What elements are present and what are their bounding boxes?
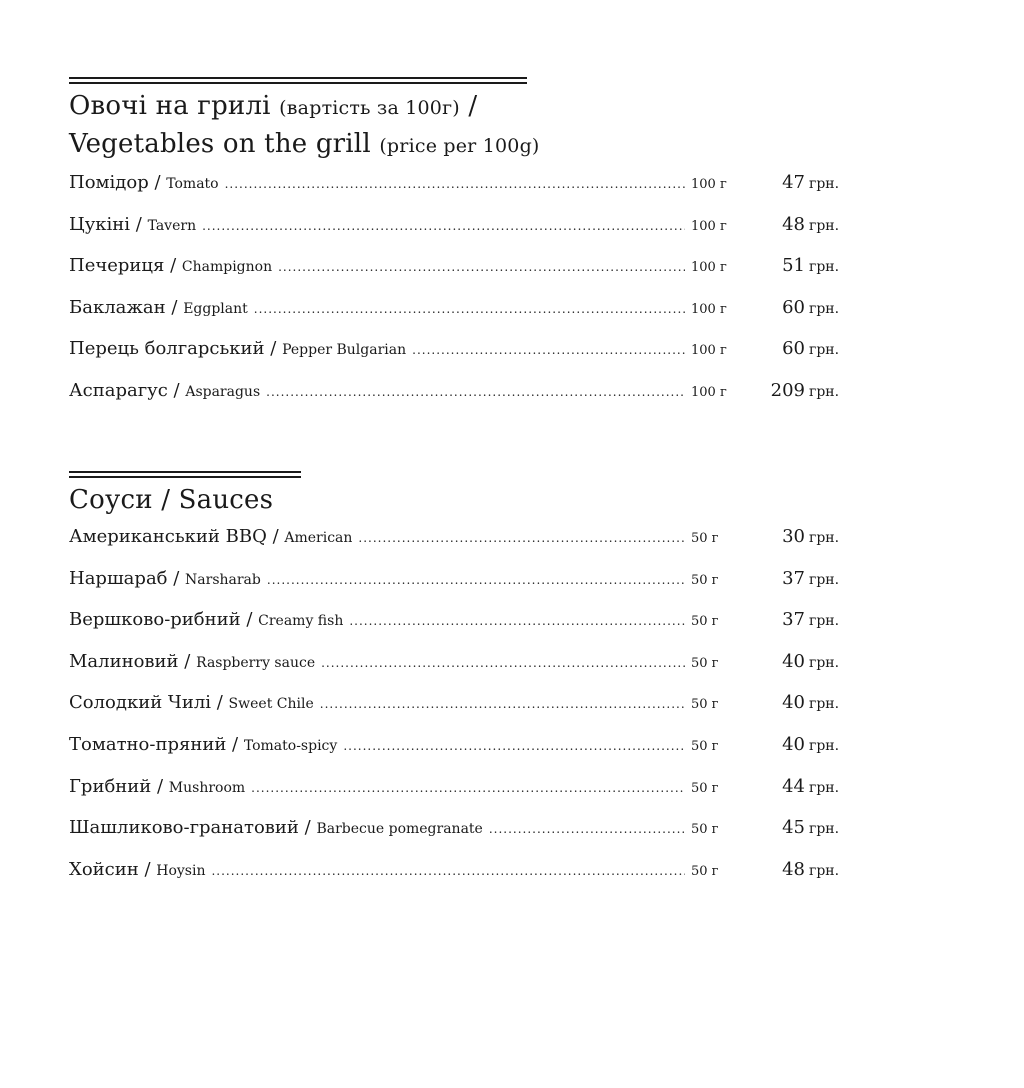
item-name-ua: Печериця (69, 255, 165, 277)
menu-item (69, 692, 839, 734)
item-price: 45 (782, 817, 805, 839)
item-name-ua: Малиновий (69, 650, 179, 672)
item-name-ua: Хойсин (69, 858, 139, 880)
item-name-ua: Помідор (69, 172, 149, 193)
sauces-list (69, 526, 839, 900)
menu-item (69, 776, 839, 818)
item-weight: 100 г (691, 260, 727, 276)
item-weight: 50 г (691, 572, 719, 588)
item-name-en: Asparagus (185, 383, 261, 400)
menu-item (69, 172, 839, 214)
item-price: 209 (770, 379, 805, 401)
item-weight: 100 г (691, 384, 727, 400)
item-currency: грн. (809, 613, 840, 630)
item-separator: / (298, 817, 317, 839)
item-price: 60 (782, 296, 805, 318)
vegetables-list (69, 172, 839, 422)
item-price: 40 (782, 733, 805, 755)
item-name-en: Champignon (181, 259, 273, 276)
item-weight: 100 г (691, 177, 727, 192)
item-separator: / (138, 858, 157, 880)
item-price: 48 (782, 858, 805, 880)
item-currency: грн. (809, 862, 840, 879)
dot-leader (358, 531, 685, 545)
item-currency: грн. (809, 696, 840, 713)
item-name-en: Pepper Bulgarian (282, 342, 407, 359)
item-weight: 50 г (691, 780, 719, 796)
item-currency: грн. (809, 654, 840, 671)
item-name-ua: Томатно-пряний (69, 733, 227, 755)
sauces-title: Соуси / Sauces (69, 485, 274, 515)
item-name-en: Barbecue pomegranate (316, 821, 483, 838)
item-separator: / (167, 379, 186, 401)
menu-item (69, 817, 839, 859)
item-price: 48 (782, 213, 805, 235)
item-currency: грн. (809, 383, 840, 400)
dot-leader (251, 781, 685, 795)
dot-leader (278, 260, 685, 274)
menu-item (69, 526, 839, 568)
item-separator: / (226, 733, 244, 755)
menu-item (69, 859, 839, 901)
item-weight: 50 г (691, 614, 719, 630)
item-price: 40 (782, 650, 805, 672)
item-price: 44 (782, 775, 805, 797)
dot-leader (321, 656, 685, 670)
dot-leader (349, 614, 685, 628)
item-price: 30 (782, 526, 805, 547)
item-name-en: Tomato-spicy (243, 737, 338, 754)
item-weight: 50 г (691, 531, 719, 546)
dot-leader (320, 697, 685, 711)
item-currency: грн. (809, 571, 840, 588)
menu-item (69, 255, 839, 297)
vegetables-title: Овочі на грилі (вартість за 100г) / Vegetables on the grill (price per 100g) (69, 91, 540, 159)
menu-item (69, 609, 839, 651)
item-weight: 50 г (691, 655, 719, 671)
item-name-en: Raspberry sauce (196, 654, 316, 671)
item-name-ua: Перець болгарський (69, 338, 265, 360)
item-name-ua: Цукіні (69, 213, 131, 235)
item-price: 40 (782, 692, 805, 714)
item-separator: / (264, 338, 283, 360)
item-name-ua: Вершково-рибний (69, 609, 241, 631)
menu-item (69, 651, 839, 693)
item-weight: 50 г (691, 738, 719, 754)
item-separator: / (151, 775, 169, 797)
menu-item (69, 338, 839, 380)
item-currency: грн. (809, 259, 840, 276)
menu-item (69, 297, 839, 339)
section-rule (69, 77, 527, 84)
vegetables-section (69, 77, 839, 422)
dot-leader (211, 864, 685, 878)
item-name-en: Tomato (166, 176, 219, 192)
dot-leader (266, 385, 685, 399)
item-currency: грн. (809, 737, 840, 754)
item-separator: / (165, 296, 184, 318)
item-currency: грн. (809, 300, 840, 317)
item-weight: 100 г (691, 343, 727, 359)
section-rule (69, 471, 301, 478)
sauces-section (69, 471, 839, 900)
item-name-en: Tavern (147, 217, 197, 234)
dot-leader (225, 177, 685, 191)
item-separator: / (164, 255, 182, 277)
item-price: 37 (782, 567, 805, 589)
dot-leader (343, 739, 685, 753)
item-name-en: Creamy fish (258, 613, 344, 630)
item-name-en: Sweet Chile (228, 696, 314, 713)
item-separator: / (240, 609, 259, 631)
item-name-ua: Баклажан (69, 296, 166, 318)
item-name-en: American (284, 530, 353, 546)
dot-leader (412, 343, 685, 357)
item-price: 37 (782, 609, 805, 631)
item-name-ua: Шашликово-гранатовий (69, 817, 299, 839)
dot-leader (254, 302, 685, 316)
item-name-en: Eggplant (183, 300, 248, 317)
item-price: 51 (782, 255, 805, 277)
item-name-ua: Наршараб (69, 567, 168, 589)
item-currency: грн. (809, 821, 840, 838)
item-currency: грн. (809, 779, 840, 796)
item-weight: 50 г (691, 863, 719, 879)
item-price: 60 (782, 338, 805, 360)
item-separator: / (266, 526, 285, 547)
item-currency: грн. (809, 530, 840, 546)
item-currency: грн. (809, 217, 840, 234)
item-weight: 50 г (691, 697, 719, 713)
menu-item (69, 734, 839, 776)
item-name-ua: Солодкий Чилі (69, 692, 212, 714)
dot-leader (489, 822, 685, 836)
item-weight: 100 г (691, 218, 727, 234)
dot-leader (202, 219, 685, 233)
item-weight: 100 г (691, 301, 727, 317)
item-currency: грн. (809, 342, 840, 359)
menu-item (69, 568, 839, 610)
item-separator: / (211, 692, 229, 714)
menu-item (69, 214, 839, 256)
item-separator: / (178, 650, 197, 672)
item-name-ua: Аспарагус (69, 379, 168, 401)
item-weight: 50 г (691, 822, 719, 838)
item-price: 47 (782, 172, 805, 193)
menu-item (69, 380, 839, 422)
item-name-ua: Американський BBQ (69, 526, 267, 547)
item-name-en: Narsharab (185, 571, 261, 588)
item-name-en: Mushroom (168, 779, 246, 796)
item-separator: / (130, 213, 148, 235)
item-currency: грн. (809, 176, 840, 192)
item-name-ua: Грибний (69, 775, 152, 797)
item-name-en: Hoysin (156, 862, 206, 879)
item-separator: / (148, 172, 167, 193)
dot-leader (267, 573, 685, 587)
item-separator: / (167, 567, 186, 589)
